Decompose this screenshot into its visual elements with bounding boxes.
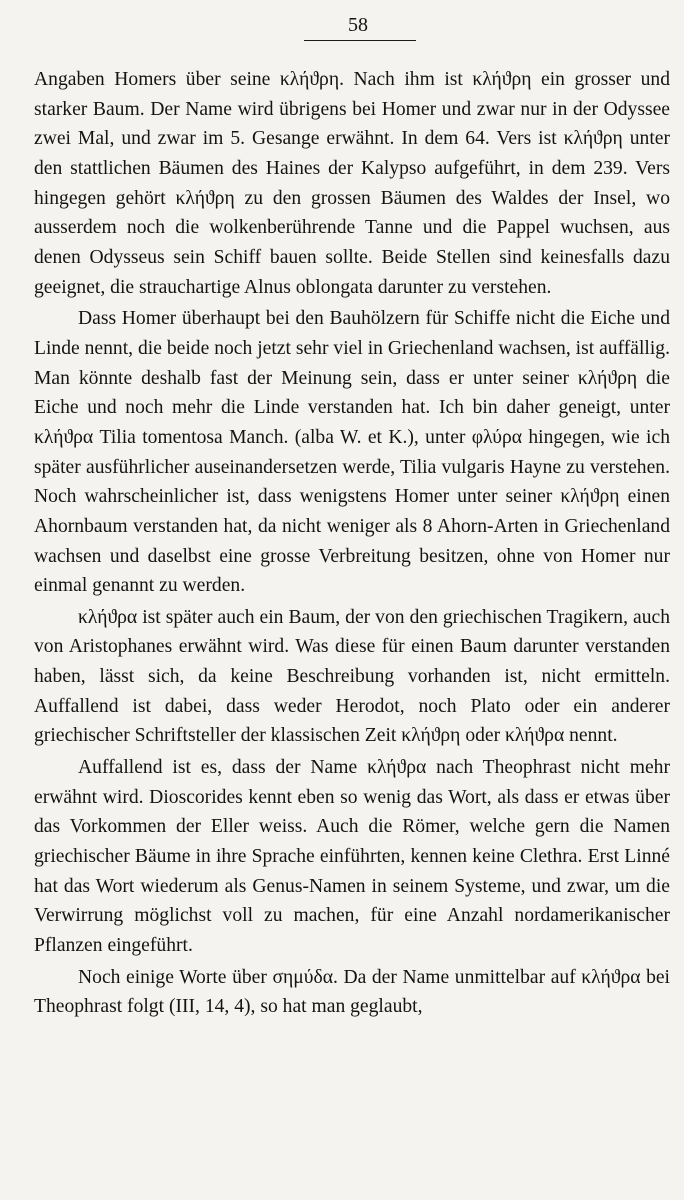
body-text (34, 65, 670, 1022)
page-number-rule (304, 40, 416, 41)
paragraph-theophrastus: Auffallend ist es, dass der Name κλήϑρα nach Theophrast nicht mehr erwähnt wird. Dioscorides kennt eben so wenig das Wort, als dass er etwas über das Vorkommen der Eller weiss. Auch die Römer, welche gern die Namen griechischer Bäume in ihre Sprache einführten, kennen keine Clethra. Erst Linné hat das Wort wiederum als Genus-Namen in seinem Systeme, und zwar, um die Verwirrung möglichst voll zu machen, für eine Anzahl nordamerikanischer Pflanzen eingeführt. (34, 757, 670, 957)
page-number: 58 (348, 14, 368, 36)
paragraph-homer-klethre: Angaben Homers über seine κλήϑρη. Nach ihm ist κλήϑρη ein grosser und starker Baum. Der Name wird übrigens bei Homer und zwar nur in der Odyssee zwei Mal, und zwar im 5. Gesange erwähnt. In dem 64. Vers ist κλήϑρη unter den stattlichen Bäumen des Haines der Kalypso aufgeführt, in dem 239. Vers hingegen gehört κλήϑρη zu den grossen Bäumen des Waldes der Insel, wo ausserdem noch die wolkenberührende Tanne und die Pappel wuchsen, aus denen Odysseus sein Schiff bauen sollte. Beide Stellen sind keinesfalls dazu geeignet, die strauchartige Alnus oblongata darunter zu verstehen. (34, 69, 670, 298)
paragraph-semyda: Noch einige Worte über σημύδα. Da der Name unmittelbar auf κλήϑρα bei Theophrast folgt (III, 14, 4), so hat man geglaubt, (34, 966, 670, 1018)
paragraph-tragedians: κλήϑρα ist später auch ein Baum, der von den griechischen Tragikern, auch von Aristophanes erwähnt wird. Was diese für einen Baum darunter verstanden haben, lässt sich, da keine Beschreibung vorhanden ist, nicht ermitteln. Auffallend ist dabei, dass weder Herodot, noch Plato oder ein anderer griechischer Schriftsteller der klassischen Zeit κλήϑρη oder κλήϑρα nennt. (34, 606, 670, 747)
book-page (34, 10, 670, 1022)
paragraph-oak-linden: Dass Homer überhaupt bei den Bauhölzern für Schiffe nicht die Eiche und Linde nennt, die beide noch jetzt sehr viel in Griechenland wachsen, ist auffällig. Man könnte deshalb fast der Meinung sein, dass er unter seiner κλήϑρη die Eiche und noch mehr die Linde verstanden hat. Ich bin daher geneigt, unter κλήϑρα Tilia tomentosa Manch. (alba W. et K.), unter φλύρα hingegen, wie ich später ausführlicher auseinandersetzen werde, Tilia vulgaris Hayne zu verstehen. Noch wahrscheinlicher ist, dass wenigstens Homer unter seiner κλήϑρη einen Ahornbaum verstanden hat, da nicht weniger als 8 Ahorn-Arten in Griechenland wachsen und daselbst eine grosse Verbreitung besitzen, ohne von Homer nur einmal genannt zu werden. (34, 308, 670, 597)
